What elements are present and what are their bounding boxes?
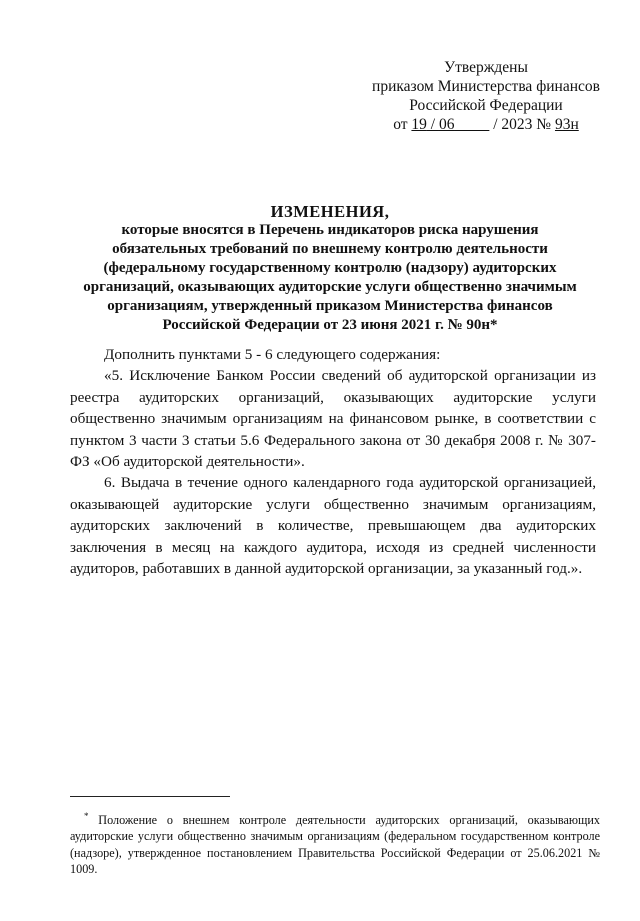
body-intro-paragraph: Дополнить пунктами 5 - 6 следующего содержания: — [104, 346, 441, 363]
date-month: 06 — [438, 116, 455, 133]
item-6-paragraph: 6. Выдача в течение одного календарного года аудиторской организацией, оказывающей аудиторские услуги общественно значимым организациям, аудиторских заключений в количестве, превышающем два аудиторских заключения в месяц на каждого аудитора, исходя из средней численности аудиторов, работавших в данной аудиторской организации, за указанный год.». — [70, 474, 596, 578]
document-body — [70, 344, 596, 579]
approval-block — [366, 58, 606, 134]
date-blank — [454, 116, 489, 133]
approval-line-order: приказом Министерства финансов — [372, 78, 600, 95]
heading-line: организациям, утвержденный приказом Министерства финансов — [107, 298, 553, 314]
date-prefix: от — [393, 116, 412, 133]
footnote-marker: * — [84, 810, 89, 821]
footnote — [70, 812, 600, 878]
heading-line: Российской Федерации от 23 июня 2021 г. № 90н* — [162, 317, 498, 333]
footnote-text: Положение о внешнем контроле деятельности аудиторских организаций, оказывающих аудиторские услуги общественно значимым организациям (федеральном государственном контроле (надзоре), утвержденное постановлением Правительства Российской Федерации от 25.06.2021 № 1009. — [70, 813, 601, 877]
heading-line: которые вносятся в Перечень индикаторов риска нарушения — [121, 222, 539, 238]
approval-line-country: Российской Федерации — [409, 97, 563, 114]
date-year-and-no: / 2023 № — [489, 116, 555, 133]
approval-line-approved: Утверждены — [444, 59, 528, 76]
heading-line: обязательных требований по внешнему контролю деятельности — [112, 241, 548, 257]
document-heading — [60, 202, 600, 335]
footnote-divider — [70, 796, 230, 797]
item-5-paragraph: «5. Исключение Банком России сведений об аудиторской организации из реестра аудиторских организаций, оказывающих аудиторские услуги общественно значимым организациям на финансовом рынке, в соответствии с пунктом 3 части 3 статьи 5.6 Федерального закона от 30 декабря 2008 г. № 307-ФЗ «Об аудиторской деятельности». — [70, 367, 596, 471]
document-title: ИЗМЕНЕНИЯ, — [270, 202, 390, 221]
date-separator: / — [426, 116, 439, 133]
approval-date-line — [366, 115, 606, 134]
heading-line: (федеральному государственному контролю (надзору) аудиторских — [103, 260, 557, 276]
date-day: 19 — [411, 116, 427, 133]
order-number: 93н — [554, 116, 579, 133]
heading-line: организаций, оказывающих аудиторские услуги общественно значимым — [83, 279, 577, 295]
